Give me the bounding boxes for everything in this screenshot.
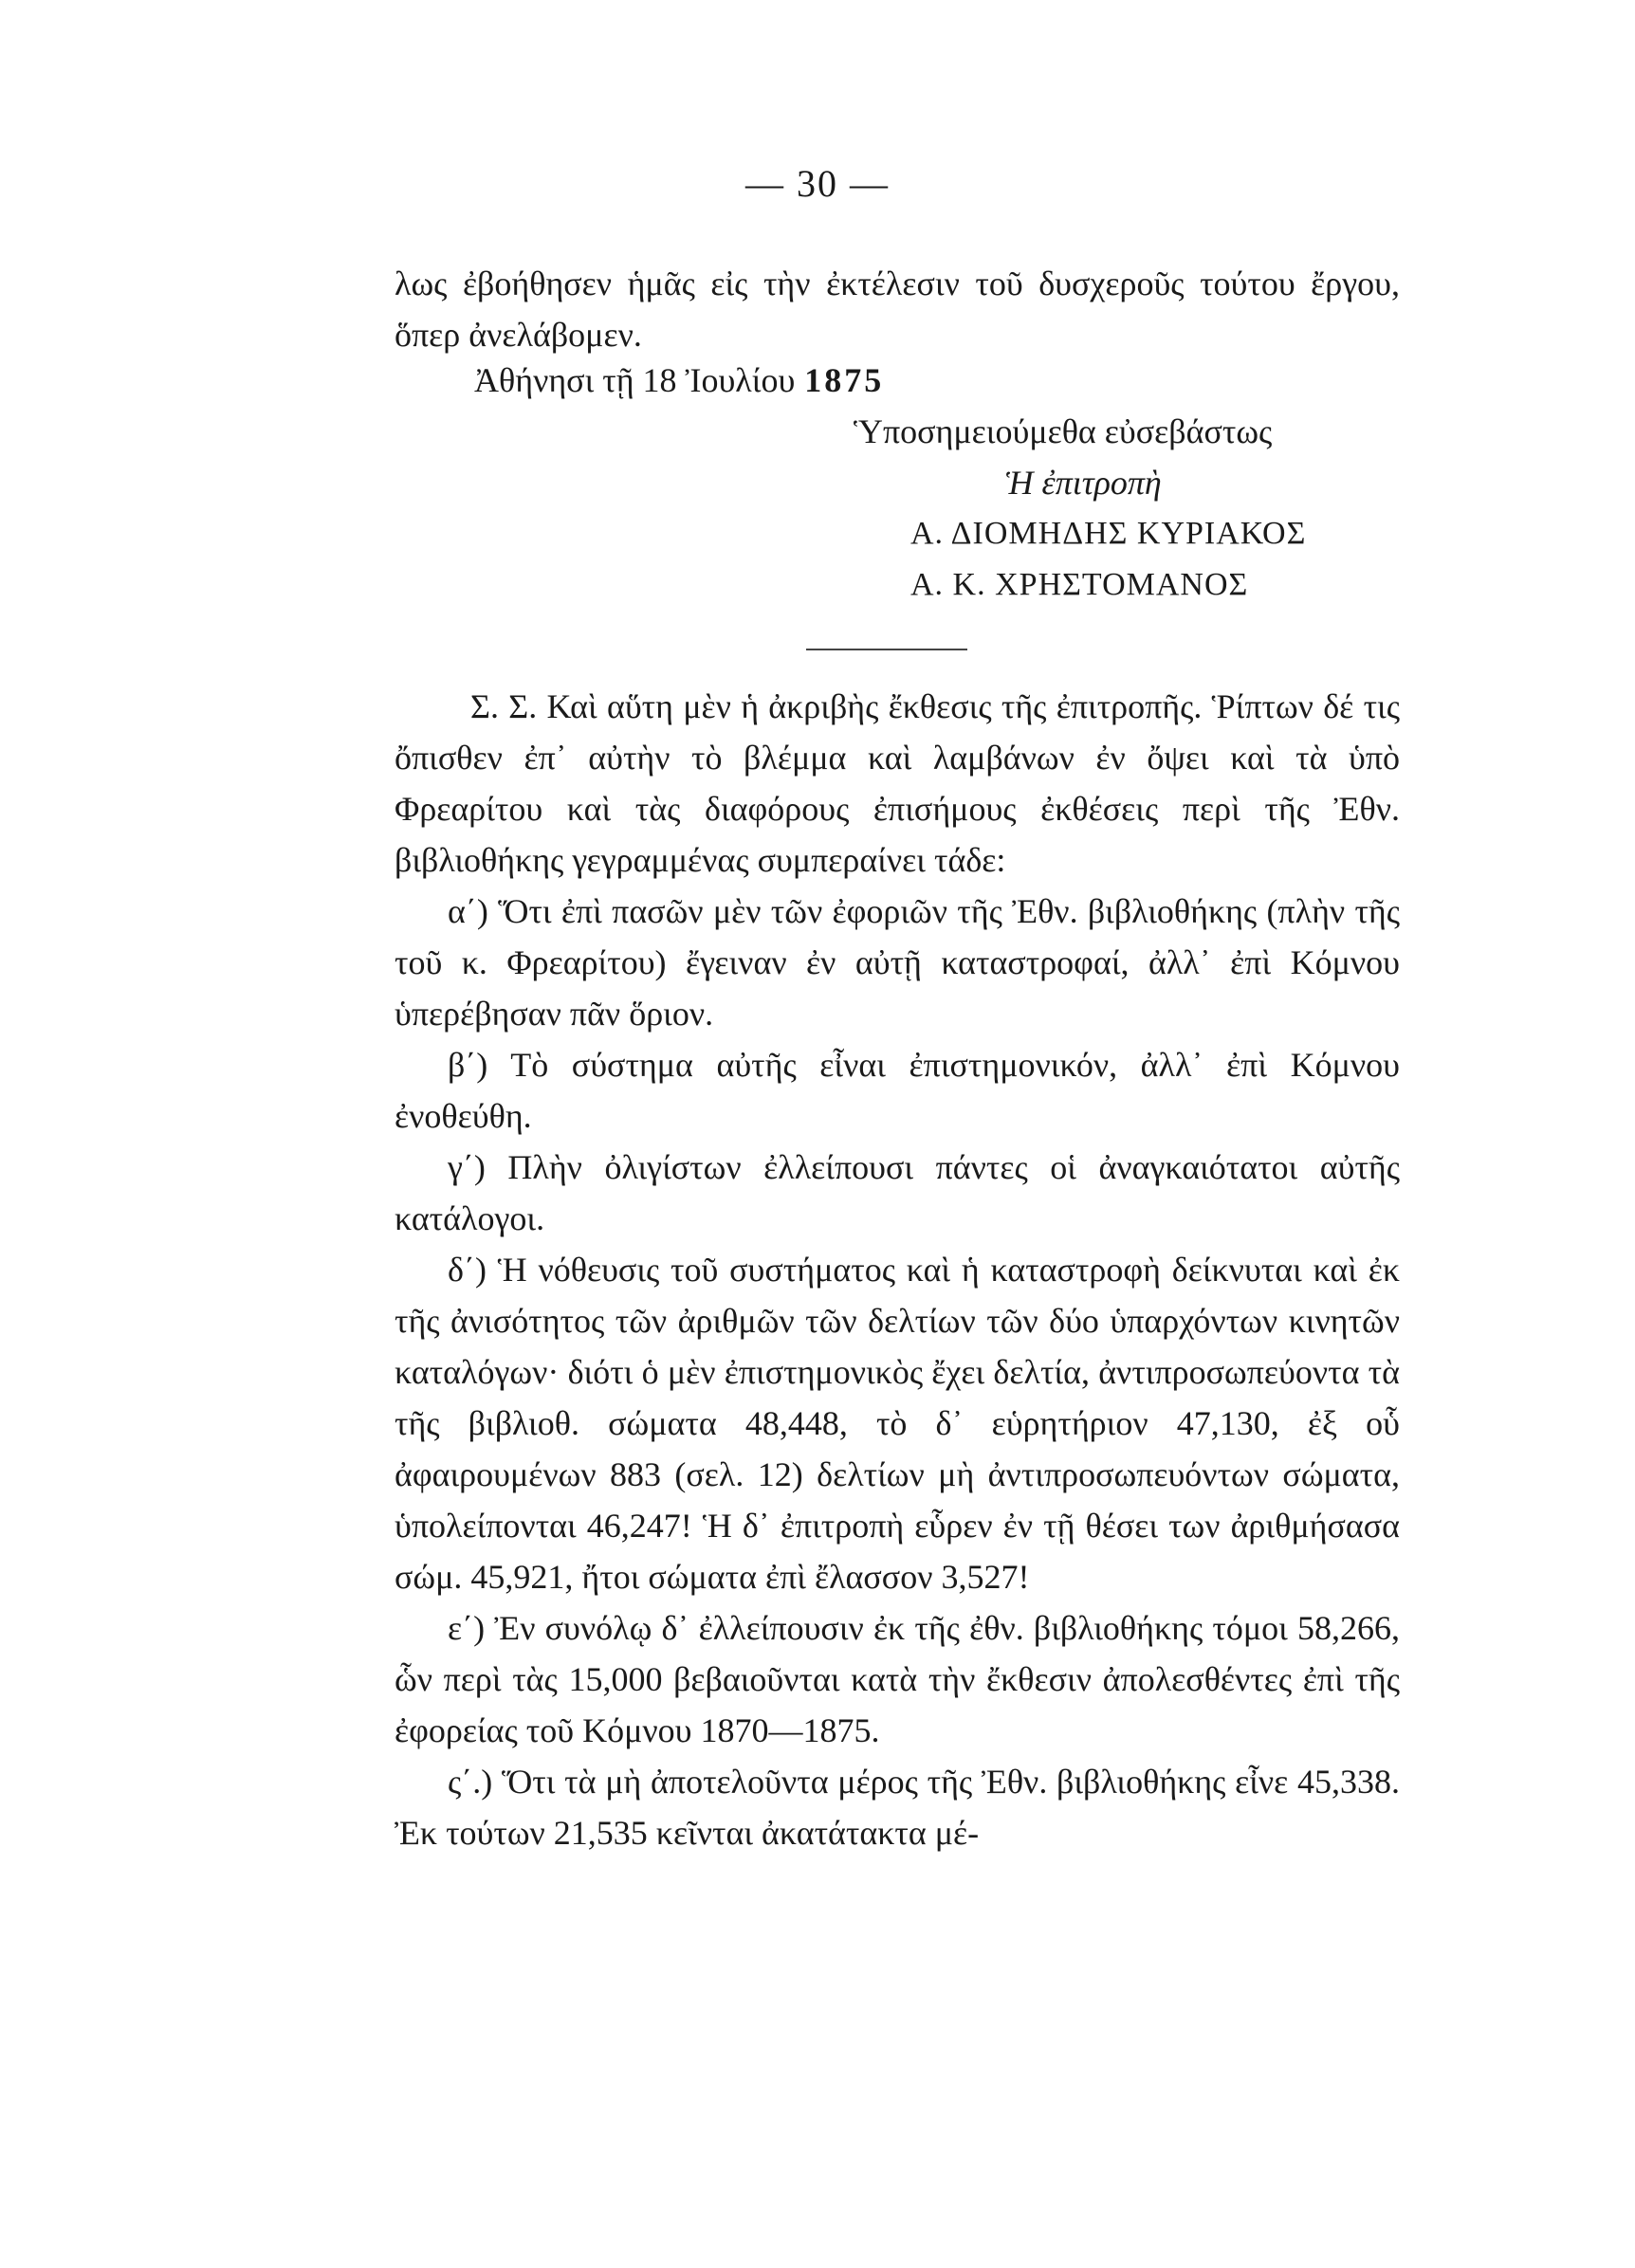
paragraph: ς΄.) Ὅτι τὰ μὴ ἀποτελοῦντα μέρος τῆς Ἐθν. βιβλιοθήκης εἶνε 45,338. Ἐκ τούτων 21,535 κεῖνται ἀκατάτακτα μέ-: [395, 1763, 1400, 1852]
paragraph: α΄) Ὅτι ἐπὶ πασῶν μὲν τῶν ἐφοριῶν τῆς Ἐθν. βιβλιοθήκης (πλὴν τῆς τοῦ κ. Φρεαρίτου) ἔγειναν ἐν αὐτῇ καταστροφαί, ἀλλ᾿ ἐπὶ Κόμνου ὑπερέβησαν πᾶν ὅριον.: [395, 892, 1400, 1033]
signoff-line: Ὑποσημειούμεθα εὐσεβάστως: [854, 412, 1273, 450]
date-text: Ἀθήνησι τῇ 18 Ἰουλίου: [474, 361, 796, 399]
page-number: — 30 —: [745, 162, 890, 205]
paragraph: ε΄) Ἐν συνόλῳ δ᾿ ἐλλείπουσιν ἐκ τῆς ἐθν. βιβλιοθήκης τόμοι 58,266, ὧν περὶ τὰς 15,000 βεβαιοῦνται κατὰ τὴν ἔκθεσιν ἀπολεσθέντες ἐπὶ τῆς ἐφορείας τοῦ Κόμνου 1870—1875.: [395, 1609, 1400, 1749]
signer-name: Α. ΔΙΟΜΗΔΗΣ ΚΥΡΙΑΚΟΣ: [910, 516, 1307, 551]
date-year: 1875: [804, 361, 885, 399]
section-divider: [806, 649, 967, 650]
paragraph: β΄) Τὸ σύστημα αὐτῆς εἶναι ἐπιστημονικόν, ἀλλ᾿ ἐπὶ Κόμνου ἐνοθεύθη.: [395, 1046, 1400, 1135]
paragraph: δ΄) Ἡ νόθευσις τοῦ συστήματος καὶ ἡ καταστροφὴ δείκνυται καὶ ἐκ τῆς ἀνισότητος τῶν ἀριθμῶν τῶν δελτίων τῶν δύο ὑπαρχόντων κινητῶν καταλόγων· διότι ὁ μὲν ἐπιστημονικὸς ἔχει δελτία, ἀντιπροσωπεύοντα τὰ τῆς βιβλιοθ. σώματα 48,448, τὸ δ᾿ εὑρητήριον 47,130, ἐξ οὗ ἀφαιρουμένων 883 (σελ. 12) δελτίων μὴ ἀντιπροσωπευόντων σώματα, ὑπολείπονται 46,247! Ἡ δ᾿ ἐπιτροπὴ εὗρεν ἐν τῇ θέσει των ἀριθμήσασα σώμ. 45,921, ἤτοι σώματα ἐπὶ ἔλασσον 3,527!: [395, 1251, 1400, 1596]
paragraph: Σ. Σ. Καὶ αὕτη μὲν ἡ ἀκριβὴς ἔκθεσις τῆς ἐπιτροπῆς. Ῥίπτων δέ τις ὄπισθεν ἐπ᾿ αὐτὴν τὸ βλέμμα καὶ λαμβάνων ἐν ὄψει καὶ τὰ ὑπὸ Φρεαρίτου καὶ τὰς διαφόρους ἐπισήμους ἐκθέσεις περὶ τῆς Ἐθν. βιβλιοθήκης γεγραμμένας συμπεραίνει τάδε:: [395, 687, 1400, 879]
signer-name: Α. Κ. ΧΡΗΣΤΟΜΑΝΟΣ: [910, 567, 1249, 602]
opening-text: λως ἐβοήθησεν ἡμᾶς εἰς τὴν ἐκτέλεσιν τοῦ δυσχεροῦς τούτου ἔργου, ὅπερ ἀνελάβομεν.: [395, 265, 1400, 354]
committee-label: Ἡ ἐπιτροπὴ: [1005, 464, 1162, 502]
date-line: [474, 360, 884, 400]
main-text: [395, 681, 1400, 1858]
paragraph: γ΄) Πλὴν ὀλιγίστων ἐλλείπουσι πάντες οἱ ἀναγκαιότατοι αὐτῆς κατάλογοι.: [395, 1148, 1400, 1237]
